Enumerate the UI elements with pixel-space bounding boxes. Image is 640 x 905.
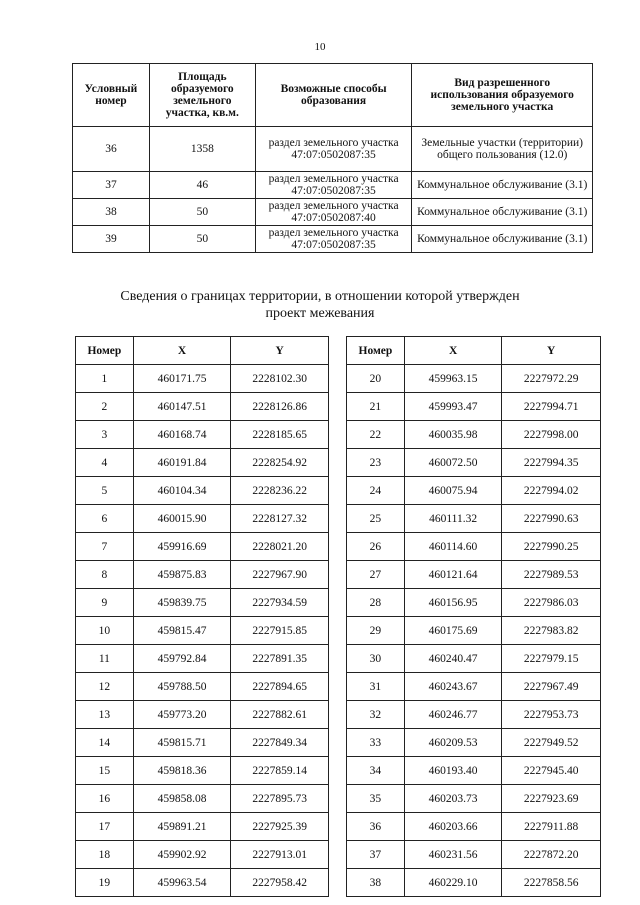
table-cell: 2227998.00: [502, 421, 601, 449]
table-row: [73, 172, 593, 199]
table-cell: 460104.34: [133, 477, 231, 505]
table-cell: 460035.98: [404, 421, 502, 449]
table-cell: 2227986.03: [502, 589, 601, 617]
table-cell: 2227915.85: [231, 617, 329, 645]
table-cell: 33: [347, 729, 405, 757]
table-row: [76, 561, 329, 589]
table-cell: 459788.50: [133, 673, 231, 701]
table-cell: 2227891.35: [231, 645, 329, 673]
coords-table-right: [346, 336, 601, 897]
table-cell: 3: [76, 421, 134, 449]
table-cell: 2227882.61: [231, 701, 329, 729]
table-cell: 2227979.15: [502, 645, 601, 673]
table-cell: 31: [347, 673, 405, 701]
table-cell: 2227945.40: [502, 757, 601, 785]
table-cell: 460072.50: [404, 449, 502, 477]
table-cell: Коммунальное обслуживание (3.1): [412, 226, 593, 253]
table-cell: 2227925.39: [231, 813, 329, 841]
table-row: [347, 729, 601, 757]
table-cell: 30: [347, 645, 405, 673]
table-cell: 460193.40: [404, 757, 502, 785]
table-row: [76, 701, 329, 729]
table-row: [347, 365, 601, 393]
section-title: [0, 288, 640, 322]
table-row: [347, 785, 601, 813]
table-row: [347, 449, 601, 477]
table-cell: 459792.84: [133, 645, 231, 673]
table-row: [76, 393, 329, 421]
table-cell: 460203.66: [404, 813, 502, 841]
table-cell: 2227989.53: [502, 561, 601, 589]
table-row: [76, 757, 329, 785]
table-cell: 460243.67: [404, 673, 502, 701]
table-row: [347, 645, 601, 673]
table-cell: 2228126.86: [231, 393, 329, 421]
table-cell: 2227990.25: [502, 533, 601, 561]
table-cell: 460191.84: [133, 449, 231, 477]
table-cell: 9: [76, 589, 134, 617]
table-cell: 2: [76, 393, 134, 421]
table-cell: 8: [76, 561, 134, 589]
table-cell: 459916.69: [133, 533, 231, 561]
table-row: [347, 617, 601, 645]
table-cell: 2227858.56: [502, 869, 601, 897]
table-cell: 2228236.22: [231, 477, 329, 505]
table-cell: 2227958.42: [231, 869, 329, 897]
table-cell: 32: [347, 701, 405, 729]
table-row: [347, 505, 601, 533]
table-row: [347, 813, 601, 841]
table-cell: 459963.15: [404, 365, 502, 393]
table-cell: 15: [76, 757, 134, 785]
header-cell: Y: [502, 337, 601, 365]
table-cell: 460231.56: [404, 841, 502, 869]
table-cell: 460015.90: [133, 505, 231, 533]
table-cell: 46: [149, 172, 255, 199]
table-cell: 2227972.29: [502, 365, 601, 393]
table-cell: 28: [347, 589, 405, 617]
table-row: [347, 757, 601, 785]
table-cell: 1: [76, 365, 134, 393]
table-cell: 460075.94: [404, 477, 502, 505]
table-cell: 14: [76, 729, 134, 757]
table-cell: 13: [76, 701, 134, 729]
table-row: [76, 477, 329, 505]
table-cell: 2227967.90: [231, 561, 329, 589]
table-cell: 2227895.73: [231, 785, 329, 813]
table-cell: 2227994.71: [502, 393, 601, 421]
table-cell: 2227894.65: [231, 673, 329, 701]
table-row: [76, 505, 329, 533]
table-row: [347, 701, 601, 729]
table-cell: 29: [347, 617, 405, 645]
table-row: [347, 477, 601, 505]
table-cell: 459902.92: [133, 841, 231, 869]
table-cell: 4: [76, 449, 134, 477]
table-row: [76, 869, 329, 897]
header-cell: Вид разрешенного использования образуемого земельного участка: [412, 64, 593, 127]
table-cell: Коммунальное обслуживание (3.1): [412, 172, 593, 199]
table-cell: 21: [347, 393, 405, 421]
table-cell: раздел земельного участка 47:07:0502087:35: [255, 226, 412, 253]
table-cell: 37: [73, 172, 150, 199]
table-cell: 2227911.88: [502, 813, 601, 841]
table-row: [73, 199, 593, 226]
table-cell: 2227967.49: [502, 673, 601, 701]
table-cell: 11: [76, 645, 134, 673]
table-cell: 38: [73, 199, 150, 226]
table-cell: 17: [76, 813, 134, 841]
table-row: [76, 841, 329, 869]
table-cell: 459815.47: [133, 617, 231, 645]
table-cell: 2228254.92: [231, 449, 329, 477]
table-cell: 459815.71: [133, 729, 231, 757]
table-cell: 26: [347, 533, 405, 561]
coords-header-row: [76, 337, 329, 365]
table-cell: 2228021.20: [231, 533, 329, 561]
table-row: [347, 393, 601, 421]
table-cell: 460156.95: [404, 589, 502, 617]
table-cell: 460209.53: [404, 729, 502, 757]
coords-header-row: [347, 337, 601, 365]
table-cell: 2227994.35: [502, 449, 601, 477]
table-cell: 2227872.20: [502, 841, 601, 869]
table-cell: 459773.20: [133, 701, 231, 729]
table-cell: 7: [76, 533, 134, 561]
table-cell: 38: [347, 869, 405, 897]
table-cell: 460171.75: [133, 365, 231, 393]
table-row: [76, 533, 329, 561]
table-cell: 459818.36: [133, 757, 231, 785]
header-cell: Площадь образуемого земельного участка, кв.м.: [149, 64, 255, 127]
table-row: [76, 589, 329, 617]
table-cell: 2227949.52: [502, 729, 601, 757]
table-cell: 2227913.01: [231, 841, 329, 869]
coords-table-left: [75, 336, 329, 897]
table-row: [76, 365, 329, 393]
table-cell: 460168.74: [133, 421, 231, 449]
table-row: [347, 589, 601, 617]
table-cell: 20: [347, 365, 405, 393]
table-cell: 37: [347, 841, 405, 869]
table-row: [347, 869, 601, 897]
table-row: [76, 813, 329, 841]
table-cell: 22: [347, 421, 405, 449]
table-cell: 2227934.59: [231, 589, 329, 617]
page-number: 10: [314, 41, 326, 53]
table-row: [76, 617, 329, 645]
table-cell: 459891.21: [133, 813, 231, 841]
section-title-line: проект межевания: [265, 306, 375, 321]
table-cell: 459993.47: [404, 393, 502, 421]
header-cell: X: [133, 337, 231, 365]
header-cell: Номер: [347, 337, 405, 365]
table-cell: 460175.69: [404, 617, 502, 645]
table-cell: раздел земельного участка 47:07:0502087:40: [255, 199, 412, 226]
table-cell: 34: [347, 757, 405, 785]
table-cell: раздел земельного участка 47:07:0502087:35: [255, 172, 412, 199]
header-cell: Возможные способы образования: [255, 64, 412, 127]
table-cell: 460246.77: [404, 701, 502, 729]
plot-table-header-row: [73, 64, 593, 127]
table-row: [76, 421, 329, 449]
table-cell: 2228127.32: [231, 505, 329, 533]
table-cell: 2227983.82: [502, 617, 601, 645]
table-cell: раздел земельного участка 47:07:0502087:35: [255, 127, 412, 172]
table-cell: 50: [149, 226, 255, 253]
table-cell: Коммунальное обслуживание (3.1): [412, 199, 593, 226]
table-cell: 5: [76, 477, 134, 505]
table-cell: 2227990.63: [502, 505, 601, 533]
header-cell: Номер: [76, 337, 134, 365]
header-cell: Условный номер: [73, 64, 150, 127]
table-cell: 460203.73: [404, 785, 502, 813]
table-row: [76, 729, 329, 757]
table-cell: 460114.60: [404, 533, 502, 561]
table-cell: 10: [76, 617, 134, 645]
table-row: [347, 673, 601, 701]
table-cell: 18: [76, 841, 134, 869]
table-cell: 25: [347, 505, 405, 533]
table-cell: 35: [347, 785, 405, 813]
table-cell: Земельные участки (территории) общего пользования (12.0): [412, 127, 593, 172]
table-cell: 459963.54: [133, 869, 231, 897]
table-cell: 2227849.34: [231, 729, 329, 757]
table-cell: 2227923.69: [502, 785, 601, 813]
table-cell: 460240.47: [404, 645, 502, 673]
table-row: [73, 226, 593, 253]
plot-table: [72, 63, 593, 253]
table-cell: 460229.10: [404, 869, 502, 897]
table-cell: 460121.64: [404, 561, 502, 589]
table-cell: 36: [347, 813, 405, 841]
table-row: [347, 841, 601, 869]
table-cell: 27: [347, 561, 405, 589]
header-cell: Y: [231, 337, 329, 365]
table-row: [76, 673, 329, 701]
table-cell: 2228185.65: [231, 421, 329, 449]
table-row: [347, 421, 601, 449]
table-cell: 36: [73, 127, 150, 172]
table-cell: 19: [76, 869, 134, 897]
table-cell: 6: [76, 505, 134, 533]
table-cell: 2228102.30: [231, 365, 329, 393]
table-row: [76, 645, 329, 673]
table-cell: 2227994.02: [502, 477, 601, 505]
table-cell: 1358: [149, 127, 255, 172]
table-row: [76, 449, 329, 477]
table-row: [73, 127, 593, 172]
table-cell: 460111.32: [404, 505, 502, 533]
section-title-line: Сведения о границах территории, в отношении которой утвержден: [120, 289, 520, 304]
table-cell: 2227859.14: [231, 757, 329, 785]
table-cell: 459839.75: [133, 589, 231, 617]
table-cell: 459875.83: [133, 561, 231, 589]
table-cell: 2227953.73: [502, 701, 601, 729]
table-cell: 460147.51: [133, 393, 231, 421]
table-cell: 16: [76, 785, 134, 813]
table-cell: 50: [149, 199, 255, 226]
table-cell: 23: [347, 449, 405, 477]
table-row: [347, 561, 601, 589]
table-cell: 459858.08: [133, 785, 231, 813]
table-row: [347, 533, 601, 561]
table-cell: 39: [73, 226, 150, 253]
header-cell: X: [404, 337, 502, 365]
table-row: [76, 785, 329, 813]
table-cell: 24: [347, 477, 405, 505]
table-cell: 12: [76, 673, 134, 701]
